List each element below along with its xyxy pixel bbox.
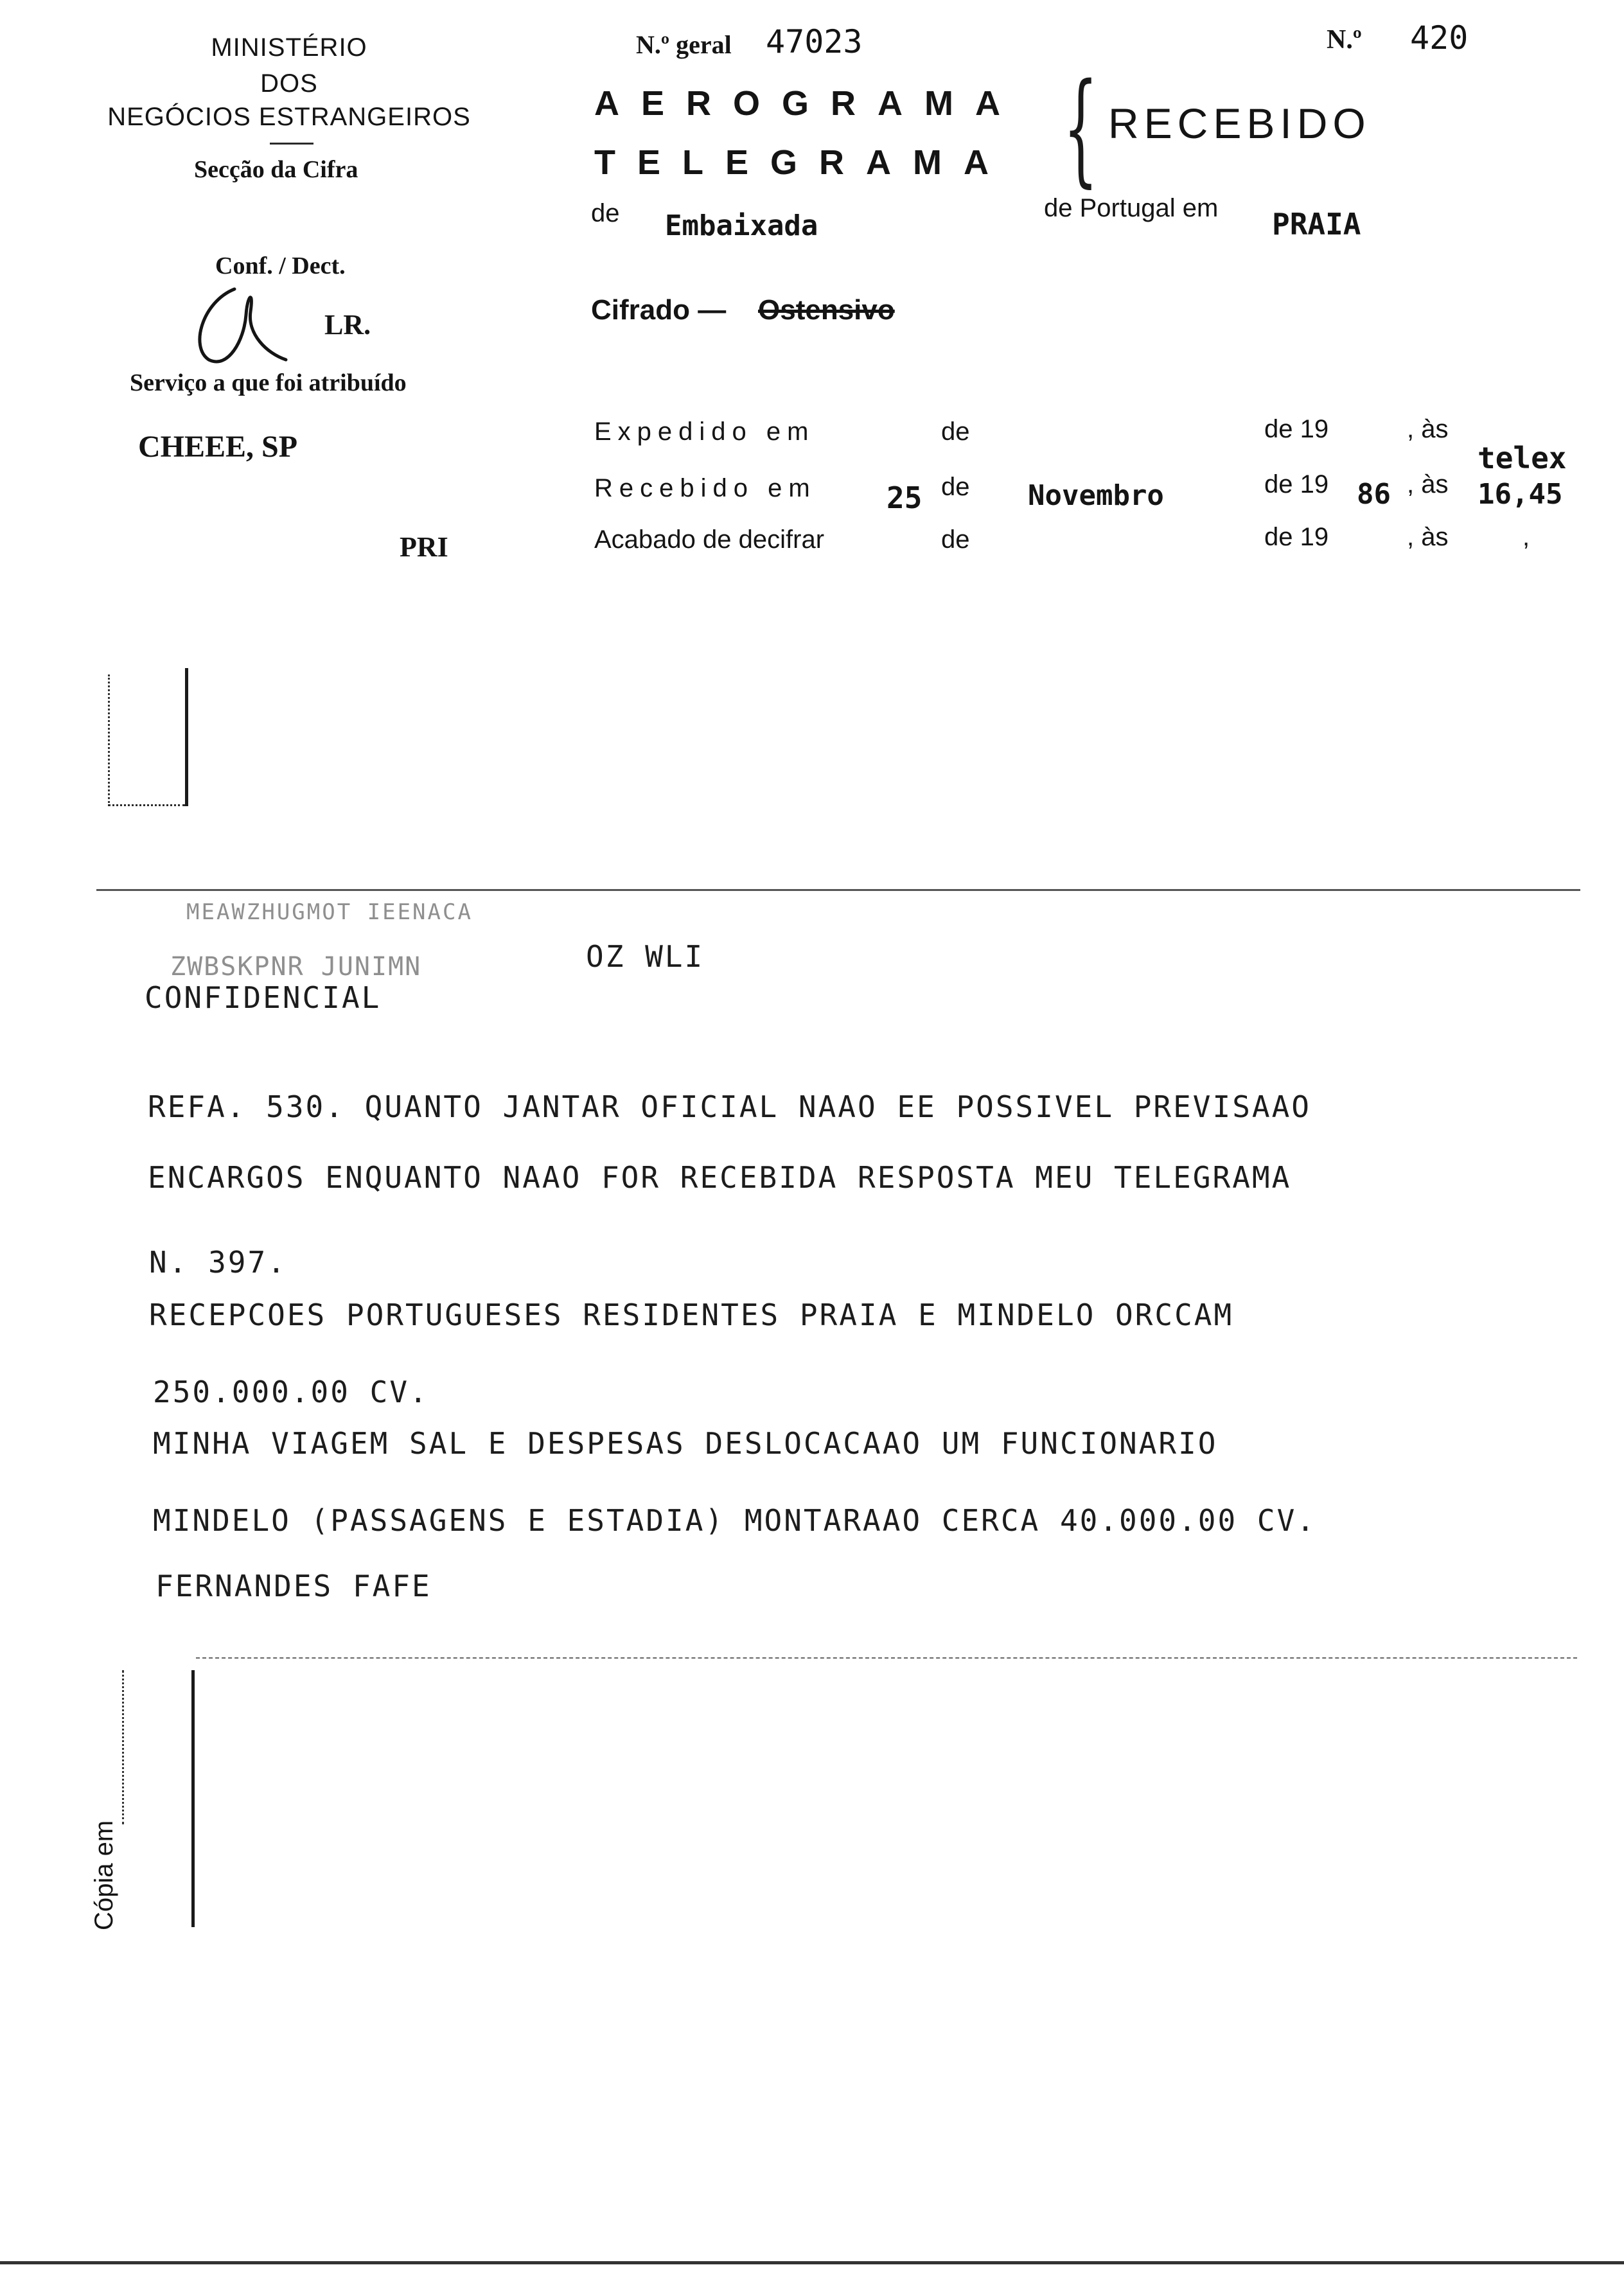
sent-at: , às <box>1407 415 1449 443</box>
section-label: Secção da Cifra <box>194 156 358 183</box>
initials: LR. <box>324 309 371 340</box>
deciphered-time-comma: , <box>1522 523 1530 551</box>
cipher-label: Cifrado — <box>591 294 727 326</box>
from-mid-label: de Portugal em <box>1044 194 1219 222</box>
ministry-divider <box>270 143 313 145</box>
body-line-2: ENCARGOS ENQUANTO NAAO FOR RECEBIDA RESPOSTA MEU TELEGRAMA <box>148 1160 1292 1195</box>
received-time: 16,45 <box>1478 478 1563 511</box>
type-telegrama: TELEGRAMA <box>594 143 1011 182</box>
status-received: RECEBIDO <box>1108 100 1371 147</box>
from-city: PRAIA <box>1272 207 1361 242</box>
sent-year-label: de 19 <box>1264 415 1329 443</box>
from-value: Embaixada <box>665 209 818 242</box>
deciphered-label: Acabado de decifrar <box>594 525 825 554</box>
signature-mark <box>183 276 292 373</box>
body-line-7: MINDELO (PASSAGENS E ESTADIA) MONTARAAO CERCA 40.000.00 CV. <box>153 1503 1316 1538</box>
received-at: , às <box>1407 470 1449 498</box>
received-de: de <box>941 473 970 501</box>
received-year-suffix: 86 <box>1357 478 1391 511</box>
classification: CONFIDENCIAL <box>145 980 382 1015</box>
lower-margin-rule <box>191 1670 195 1927</box>
received-year-prefix: de 19 <box>1264 470 1329 498</box>
deciphered-de: de <box>941 525 970 554</box>
received-day: 25 <box>887 480 922 515</box>
cipher-struck: Ostensivo <box>758 294 895 326</box>
service-label: Serviço a que foi atribuído <box>130 369 407 396</box>
ministry-line-3: NEGÓCIOS ESTRANGEIROS <box>107 103 471 131</box>
sent-label: Expedido em <box>594 418 815 446</box>
deciphered-year-label: de 19 <box>1264 523 1329 551</box>
geral-label: N.º geral <box>636 30 732 59</box>
copy-label: Cópia em <box>90 1820 118 1930</box>
priority-mark: PRI <box>400 531 448 563</box>
body-line-5: 250.000.00 CV. <box>153 1375 429 1409</box>
telex-label: telex <box>1478 441 1567 475</box>
garbled-line-1: MEAWZHUGMOT IEENACA <box>186 899 473 925</box>
body-line-4: RECEPCOES PORTUGUESES RESIDENTES PRAIA E MINDELO ORCCAM <box>149 1298 1234 1332</box>
ministry-line-2: DOS <box>260 69 318 98</box>
body-line-1: REFA. 530. QUANTO JANTAR OFICIAL NAAO EE POSSIVEL PREVISAAO <box>148 1089 1311 1124</box>
body-line-6: MINHA VIAGEM SAL E DESPESAS DESLOCACAAO UM FUNCIONARIO <box>153 1426 1218 1461</box>
separator-rule-top <box>96 889 1580 891</box>
upper-bracket-base <box>108 804 185 806</box>
upper-margin-rule <box>185 668 188 806</box>
sent-de: de <box>941 418 970 446</box>
received-label: Recebido em <box>594 474 816 502</box>
lower-dotted-margin <box>122 1670 124 1824</box>
ministry-line-1: MINISTÉRIO <box>211 33 367 62</box>
conf-dect-label: Conf. / Dect. <box>215 252 346 279</box>
from-prefix: de <box>591 199 620 227</box>
bottom-edge <box>0 2261 1624 2264</box>
service-value: CHEEE, SP <box>138 430 298 464</box>
garbled-line-2: ZWBSKPNR JUNIMN <box>170 952 422 982</box>
transmission-code: OZ WLI <box>586 939 705 974</box>
body-line-8: FERNANDES FAFE <box>155 1569 432 1603</box>
deciphered-at: , às <box>1407 523 1449 551</box>
separator-rule-bottom <box>196 1657 1577 1659</box>
number-value: 420 <box>1410 19 1469 57</box>
upper-dotted-margin <box>108 674 110 806</box>
type-aerograma: AEROGRAMA <box>594 84 1022 123</box>
received-month: Novembro <box>1028 479 1164 512</box>
number-label: N.º <box>1327 25 1362 55</box>
body-line-3: N. 397. <box>149 1245 287 1280</box>
brace-symbol: { <box>1063 57 1099 199</box>
geral-number: 47023 <box>766 23 863 60</box>
